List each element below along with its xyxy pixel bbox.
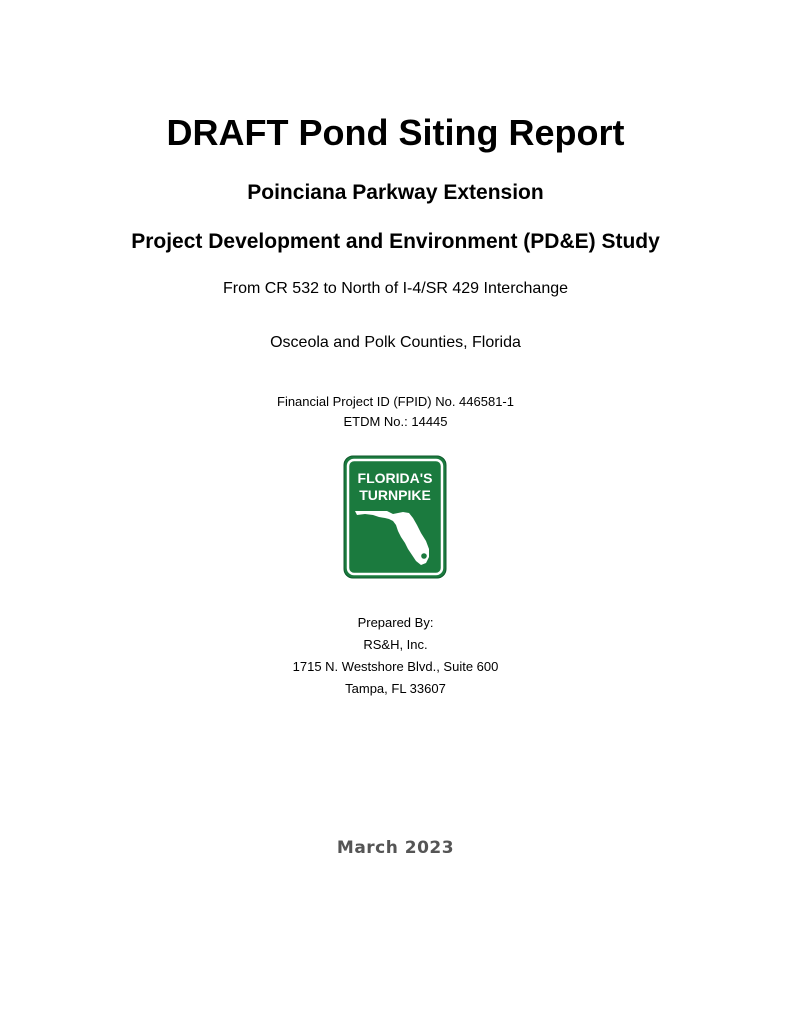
project-name: Poinciana Parkway Extension	[247, 181, 544, 204]
turnpike-logo-graphic	[343, 455, 447, 579]
prepared-by-company: RS&H, Inc.	[363, 637, 428, 652]
logo-location-dot	[421, 553, 427, 559]
project-counties: Osceola and Polk Counties, Florida	[270, 334, 521, 351]
report-date: March 2023	[336, 838, 455, 858]
prepared-by-block	[0, 612, 791, 700]
fpid-number: Financial Project ID (FPID) No. 446581-1	[277, 394, 514, 409]
study-name: Project Development and Environment (PD&E) Study	[131, 230, 660, 253]
logo-text-line2: TURNPIKE	[359, 487, 431, 503]
project-identifiers	[0, 392, 791, 432]
prepared-by-label: Prepared By:	[357, 615, 434, 630]
floridas-turnpike-logo	[343, 455, 447, 579]
report-title: DRAFT Pond Siting Report	[166, 112, 625, 153]
logo-text-line1: FLORIDA'S	[357, 470, 433, 486]
etdm-number: ETDM No.: 14445	[343, 414, 448, 429]
project-limits: From CR 532 to North of I-4/SR 429 Interchange	[222, 280, 569, 297]
prepared-by-address-line2: Tampa, FL 33607	[345, 681, 446, 696]
prepared-by-address-line1: 1715 N. Westshore Blvd., Suite 600	[292, 659, 499, 674]
